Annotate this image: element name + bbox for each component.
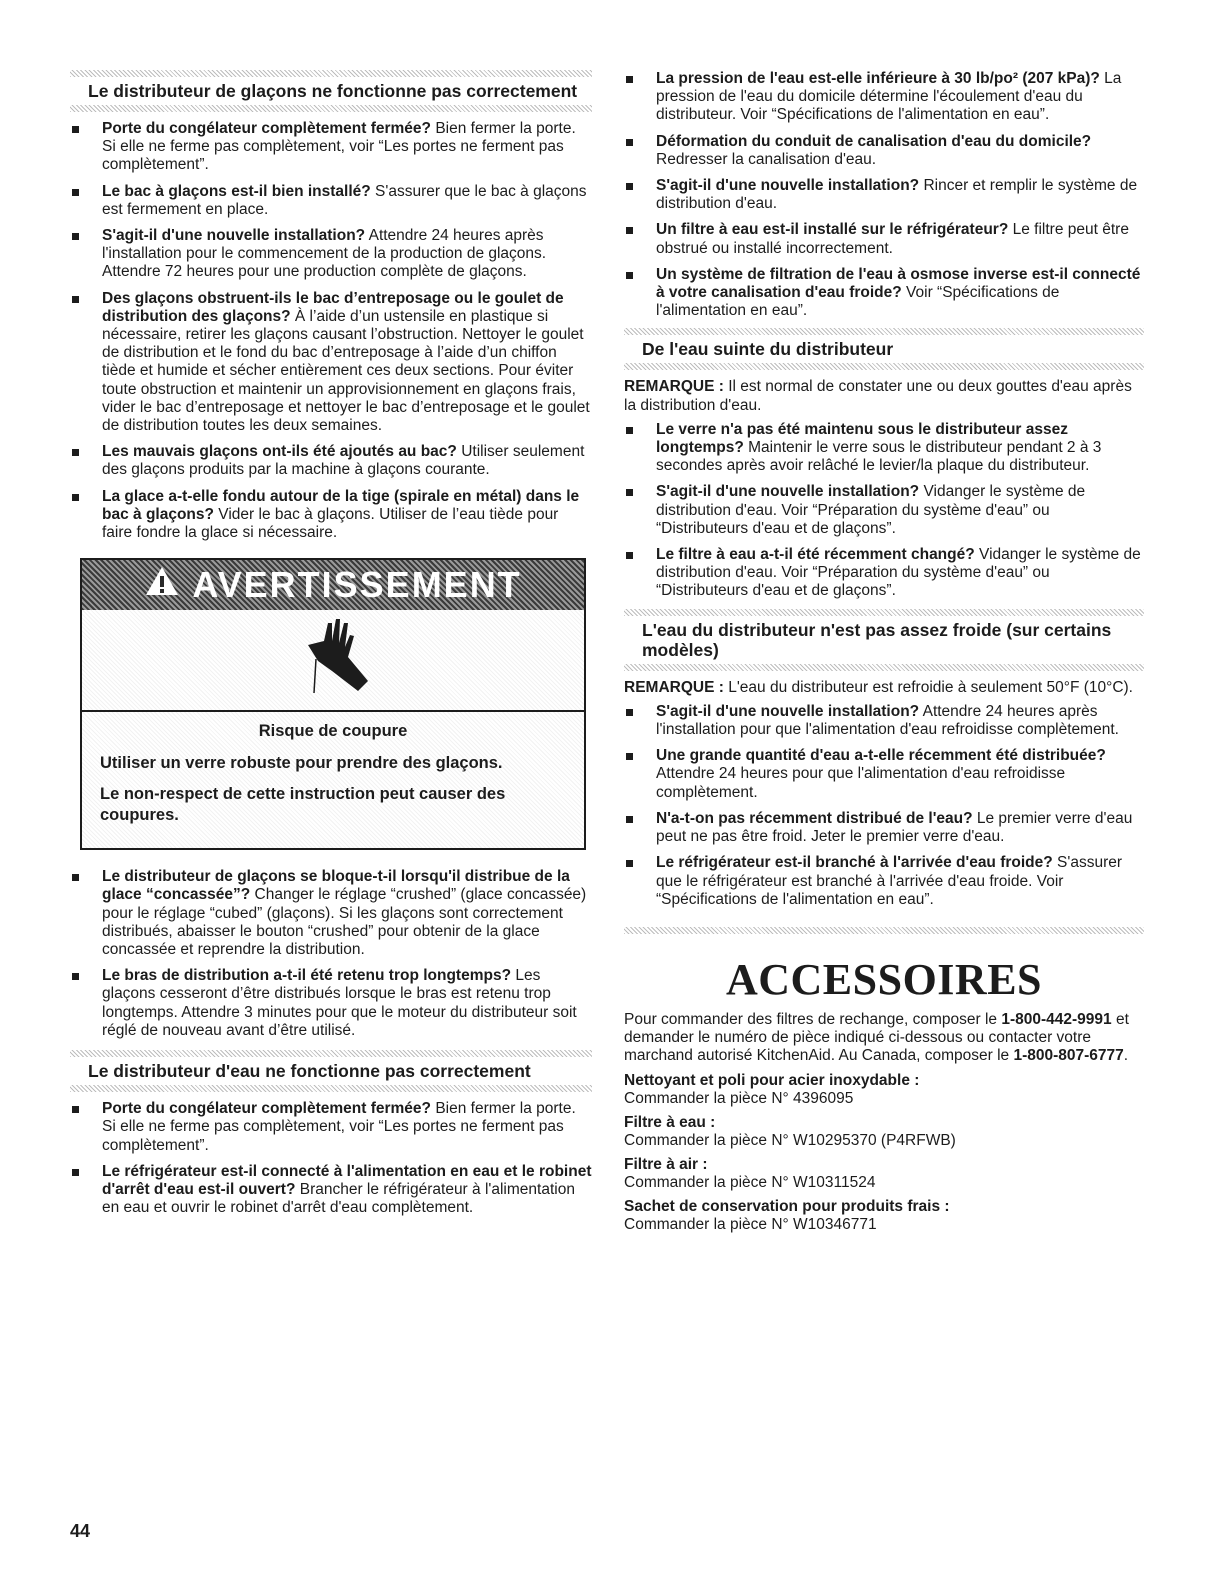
warning-triangle-icon — [144, 564, 180, 606]
item-question: S'agit-il d'une nouvelle installation? — [656, 177, 920, 195]
cut-hand-icon — [288, 613, 378, 708]
list-item — [624, 703, 1144, 739]
section-rule — [624, 664, 1144, 671]
item-answer: Brancher le réfrigérateur à l'alimentation en eau et ouvrir le robinet d'arrêt d'eau complètement. — [102, 1180, 575, 1217]
accessory-part: Commander la pièce N° W10311524 — [624, 1173, 876, 1191]
item-question: La pression de l'eau est-elle inférieure à 30 lb/po² (207 kPa)? — [656, 70, 1100, 87]
list-item — [70, 967, 592, 1040]
list-item — [624, 546, 1144, 601]
accessory-item — [624, 1198, 1144, 1234]
accessory-label: Filtre à air : — [624, 1155, 708, 1173]
list-item — [70, 868, 592, 959]
section-rule — [70, 1085, 592, 1092]
item-question: Porte du congélateur complètement fermée? — [102, 120, 432, 137]
section-rule — [70, 1050, 592, 1057]
item-question: Une grande quantité d'eau a-t-elle récemment été distribuée? — [656, 747, 1106, 765]
warning-banner-text: AVERTISSEMENT — [192, 564, 522, 606]
item-question: Le réfrigérateur est-il connecté à l'alimentation en eau et le robinet d'arrêt d'eau est-il ouvert? — [102, 1162, 592, 1198]
accessories-title: ACCESSOIRES — [725, 954, 1043, 1004]
note-text: L'eau du distributeur est refroidie à seulement 50°F (10°C). — [723, 678, 1133, 696]
phone-canada: 1-800-807-6777 — [1013, 1047, 1124, 1065]
item-answer: Le premier verre d'eau peut ne pas être froid. Jeter le premier verre d'eau. — [656, 809, 1133, 846]
section-heading-water-dispenser: Le distributeur d'eau ne fonctionne pas correctement — [88, 1061, 531, 1082]
item-question: La glace a-t-elle fondu autour de la tige (spirale en métal) dans le bac à glaçons? — [102, 487, 580, 523]
accessory-item — [624, 1114, 1144, 1150]
warning-instruction: Utiliser un verre robuste pour prendre des glaçons. — [100, 754, 503, 773]
list-item — [70, 443, 592, 479]
list-item — [624, 70, 1144, 125]
list-item — [624, 421, 1144, 476]
accessory-item — [624, 1072, 1144, 1108]
section-rule — [624, 363, 1144, 370]
list-item — [624, 810, 1144, 846]
item-question: S'agit-il d'une nouvelle installation? — [656, 702, 920, 720]
item-question: S'agit-il d'une nouvelle installation? — [102, 227, 366, 245]
section-rule — [624, 927, 1144, 934]
list-item — [70, 183, 592, 219]
accessory-label: Filtre à eau : — [624, 1113, 716, 1131]
section-heading-water-not-cold: L'eau du distributeur n'est pas assez froide (sur certains modèles) — [642, 619, 1112, 660]
section-rule — [70, 105, 592, 112]
ice-dispenser-list-continued — [70, 868, 592, 1040]
page-number: 44 — [70, 1521, 91, 1541]
item-answer: Attendre 24 heures pour que l'alimentation d'eau refroidisse complètement. — [656, 765, 1066, 801]
list-item — [624, 483, 1144, 538]
section-rule — [70, 70, 592, 77]
right-column — [624, 70, 1144, 1234]
item-answer: Vidanger le système de distribution d'eau. Voir “Préparation du système d'eau” ou “Distributeurs d'eau et de glaçons”. — [656, 483, 1086, 537]
item-answer: Utiliser seulement des glaçons produits par la machine à glaçons courante. — [102, 443, 585, 479]
section-rule — [624, 609, 1144, 616]
item-answer: Vider le bac à glaçons. Utiliser de l’eau tiède pour faire fondre la glace si nécessaire. — [102, 505, 559, 542]
item-answer: Bien fermer la porte. Si elle ne ferme pas complètement, voir “Les portes ne ferment pas complètement”. — [102, 1100, 576, 1154]
item-answer: Maintenir le verre sous le distributeur pendant 2 à 3 secondes après avoir relâché le levier/la plaque du distributeur. — [656, 439, 1102, 475]
note-label: REMARQUE : — [624, 378, 724, 396]
item-question: Déformation du conduit de canalisation d'eau du domicile? — [656, 132, 1092, 150]
water-dispenser-list — [70, 1100, 592, 1217]
item-answer: Bien fermer la porte. Si elle ne ferme pas complètement, voir “Les portes ne ferment pas complètement”. — [102, 120, 576, 174]
item-question: Le bac à glaçons est-il bien installé? — [102, 182, 371, 200]
warning-pictogram — [82, 610, 584, 712]
accessory-part: Commander la pièce N° W10295370 (P4RFWB) — [624, 1131, 956, 1149]
accessories-intro-text: et demander le numéro de pièce indiqué ci-dessous ou contacter votre marchand autorisé KitchenAid. Au Canada, composer le — [624, 1010, 1129, 1065]
list-item — [624, 266, 1144, 321]
list-item — [70, 290, 592, 436]
warning-body — [82, 712, 584, 848]
accessory-label: Sachet de conservation pour produits frais : — [624, 1197, 950, 1215]
item-answer: Redresser la canalisation d'eau. — [656, 150, 877, 168]
list-item — [70, 1100, 592, 1155]
item-answer: Attendre 24 heures après l'installation pour le commencement de la production de glaçons. Attendre 72 heures pour une production complète de glaçons. — [102, 227, 547, 281]
accessory-label: Nettoyant et poli pour acier inoxydable : — [624, 1071, 920, 1089]
section-rule — [624, 328, 1144, 335]
list-item — [624, 854, 1144, 909]
item-answer: S'assurer que le réfrigérateur est branché à l'arrivée d'eau froide. Voir “Spécifications de l'alimentation en eau”. — [656, 854, 1123, 908]
accessories-intro — [624, 1011, 1144, 1066]
item-answer: La pression de l'eau du domicile détermine l'écoulement d'eau du distributeur. Voir “Spécifications de l'alimentation en eau”. — [656, 70, 1122, 124]
list-item — [70, 227, 592, 282]
accessory-part: Commander la pièce N° W10346771 — [624, 1215, 877, 1233]
item-question: Le distributeur de glaçons se bloque-t-il lorsqu'il distribue de la glace “concassée”? — [102, 868, 570, 904]
list-item — [70, 120, 592, 175]
item-answer: Attendre 24 heures après l'installation pour que l'alimentation d'eau refroidisse complètement. — [656, 702, 1119, 739]
item-question: Porte du congélateur complètement fermée? — [102, 1100, 432, 1118]
item-answer: Rincer et remplir le système de distribution d'eau. — [656, 177, 1138, 213]
item-answer: Le filtre peut être obstrué ou installé incorrectement. — [656, 221, 1129, 257]
item-question: Le filtre à eau a-t-il été récemment changé? — [656, 546, 975, 564]
item-answer: Voir “Spécifications de l'alimentation en eau”. — [656, 284, 1060, 320]
item-question: Le bras de distribution a-t-il été retenu trop longtemps? — [102, 967, 512, 985]
accessories-intro-text: Pour commander des filtres de rechange, composer le — [624, 1010, 1002, 1028]
item-question: Des glaçons obstruent-ils le bac d’entreposage ou le goulet de distribution des glaçons? — [102, 289, 564, 325]
accessory-item — [624, 1156, 1144, 1192]
item-question: Le verre n'a pas été maintenu sous le distributeur assez longtemps? — [656, 420, 1068, 457]
warning-consequence: Le non-respect de cette instruction peut causer des coupures. — [100, 785, 506, 825]
list-item — [624, 177, 1144, 213]
section-heading-ice-dispenser: Le distributeur de glaçons ne fonctionne pas correctement — [88, 81, 578, 101]
item-question: N'a-t-on pas récemment distribué de l'eau? — [656, 809, 973, 827]
ice-dispenser-list — [70, 120, 592, 542]
left-column — [70, 70, 592, 1225]
note-text: Il est normal de constater une ou deux gouttes d'eau après la distribution d'eau. — [624, 378, 1132, 414]
list-item — [624, 747, 1144, 802]
item-answer: À l’aide d’un ustensile en plastique si nécessaire, retirer les glaçons causant l’obstruction. Nettoyer le goulet de distribution et le fond du bac d’entreposage à l’aide d’un chiffon tiède et humide et sécher entièrement ces deux sections. Pour éviter toute obstruction et maintenir un approvisionnement en glaçons frais, vider le bac d’entreposage et nettoyer le bac d’entreposage et le goulet de distribution toutes les deux semaines. — [102, 307, 590, 435]
item-answer: Les glaçons cesseront d’être distribués lorsque le bras est retenu trop longtemps. Attendre 3 minutes pour que le moteur du distributeur soit réglé de nouveau avant d’être utilisé. — [102, 967, 577, 1039]
water-dispenser-list-continued — [624, 70, 1144, 320]
note-label: REMARQUE : — [624, 678, 724, 696]
list-item — [624, 221, 1144, 257]
item-answer: Changer le réglage “crushed” (glace concassée) pour le réglage “cubed” (glaçons). Si les glaçons sont correctement distribués, abaisser le bouton “crushed” pour obtenir de la glace concassée et reprendre la distribution. — [102, 886, 587, 959]
item-question: Les mauvais glaçons ont-ils été ajoutés au bac? — [102, 443, 457, 461]
warning-banner — [82, 560, 584, 610]
warning-box — [80, 558, 586, 850]
item-answer: S'assurer que le bac à glaçons est fermement en place. — [102, 182, 587, 218]
section-heading-water-drip: De l'eau suinte du distributeur — [642, 339, 894, 360]
list-item — [70, 488, 592, 543]
list-item — [70, 1163, 592, 1218]
note — [624, 679, 1144, 697]
accessories-intro-text: . — [1123, 1047, 1129, 1065]
water-not-cold-list — [624, 703, 1144, 909]
list-item — [624, 133, 1144, 169]
phone-us: 1-800-442-9991 — [1001, 1010, 1112, 1028]
note — [624, 378, 1144, 414]
warning-title: Risque de coupure — [258, 722, 408, 741]
item-question: S'agit-il d'une nouvelle installation? — [656, 483, 920, 501]
item-question: Le réfrigérateur est-il branché à l'arrivée d'eau froide? — [656, 854, 1053, 872]
accessory-part: Commander la pièce N° 4396095 — [624, 1089, 854, 1107]
water-drip-list — [624, 421, 1144, 601]
item-answer: Vidanger le système de distribution d'eau. Voir “Préparation du système d'eau” ou “Distributeurs d'eau et de glaçons”. — [656, 546, 1141, 600]
item-question: Un filtre à eau est-il installé sur le réfrigérateur? — [656, 221, 1009, 239]
item-question: Un système de filtration de l'eau à osmose inverse est-il connecté à votre canalisation d'eau froide? — [656, 265, 1141, 302]
